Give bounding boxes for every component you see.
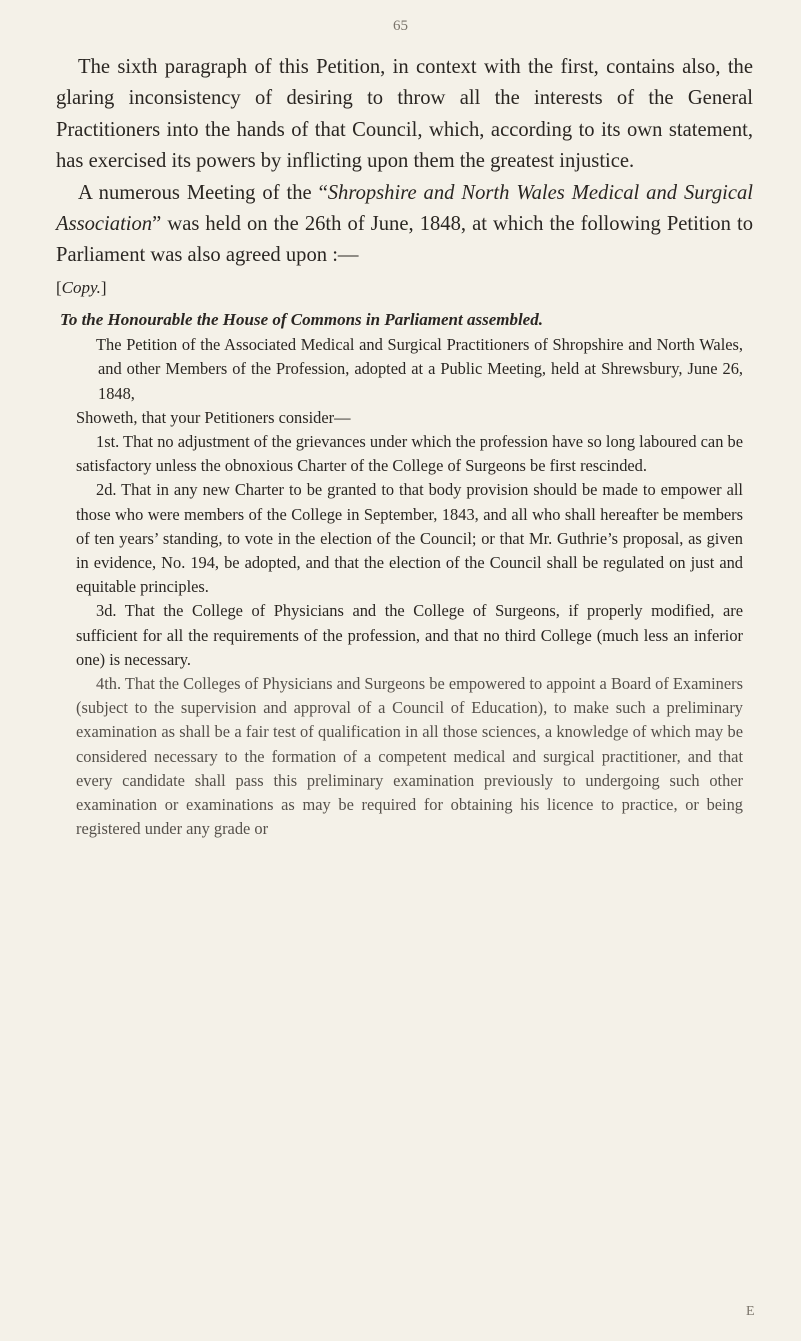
copy-label: Copy. — [61, 277, 101, 297]
petition-point-2: 2d. That in any new Charter to be granted to that body provision should be made to empower all those who were members of the College in September, 1843, and all who shall hereafter be members of ten years’ standing, to vote in the election of the Council; or that Mr. Guthrie’s proposal, as given in evidence, No. 194, be adopted, and that the election of the Council shall be regulated on just and equitable principles. — [76, 480, 743, 597]
petition-point-4: 4th. That the Colleges of Physicians and Surgeons be empowered to appoint a Board of Examiners (subject to the supervision and approval of a Council of Education), to make such a preliminary examination as shall be a fair test of qualification in all those sciences, a knowledge of which may be considered necessary to the formation of a competent medical and surgical practitioner, and that every candidate shall pass this preliminary examination previously to undergoing such other examination or examinations as may be required for obtaining his licence to practice, or being registered under any grade or — [76, 674, 743, 839]
intro-paragraph-2 — [56, 178, 753, 272]
page-number: 65 — [393, 18, 408, 34]
intro-paragraph-1: The sixth paragraph of this Petition, in context with the first, contains also, the glaring inconsistency of desiring to throw all the interests of the General Practitioners into the hands of that Council, which, according to its own statement, has exercised its powers by inflicting upon them the greatest injustice. — [56, 56, 753, 173]
petition-heading: To the Honourable the House of Commons in Parliament assembled. — [60, 310, 543, 329]
intro-paragraph-2-end: ” was held on the 26th of June, 1848, at which the following Petition to Parliament was also agreed upon :— — [56, 213, 753, 267]
association-name: Shropshire and North Wales Medical and Surgical Association — [56, 181, 754, 236]
copy-mark — [56, 272, 753, 303]
petition-point-1: 1st. That no adjustment of the grievances under which the profession have so long laboured can be satisfactory unless the obnoxious Charter of the College of Surgeons be first rescinded. — [76, 432, 743, 476]
petition-preamble: The Petition of the Associated Medical and Surgical Practitioners of Shropshire and North Wales, and other Members of the Profession, adopted at a Public Meeting, held at Shrewsbury, June 26, 1848, — [96, 335, 743, 403]
petition-text — [60, 308, 743, 841]
copy-bracket-close: ] — [100, 277, 107, 297]
petition-point-3: 3d. That the College of Physicians and the College of Surgeons, if properly modified, are sufficient for all the requirements of the profession, and that no third College (much less an inferior one) is necessary. — [76, 601, 743, 669]
catchword: E — [746, 1304, 755, 1319]
petition-showeth: Showeth, that your Petitioners consider— — [76, 407, 351, 427]
intro-text — [56, 52, 753, 303]
intro-paragraph-2-start: A numerous Meeting of the “ — [78, 181, 328, 204]
copy-bracket-open: [ — [56, 277, 62, 297]
